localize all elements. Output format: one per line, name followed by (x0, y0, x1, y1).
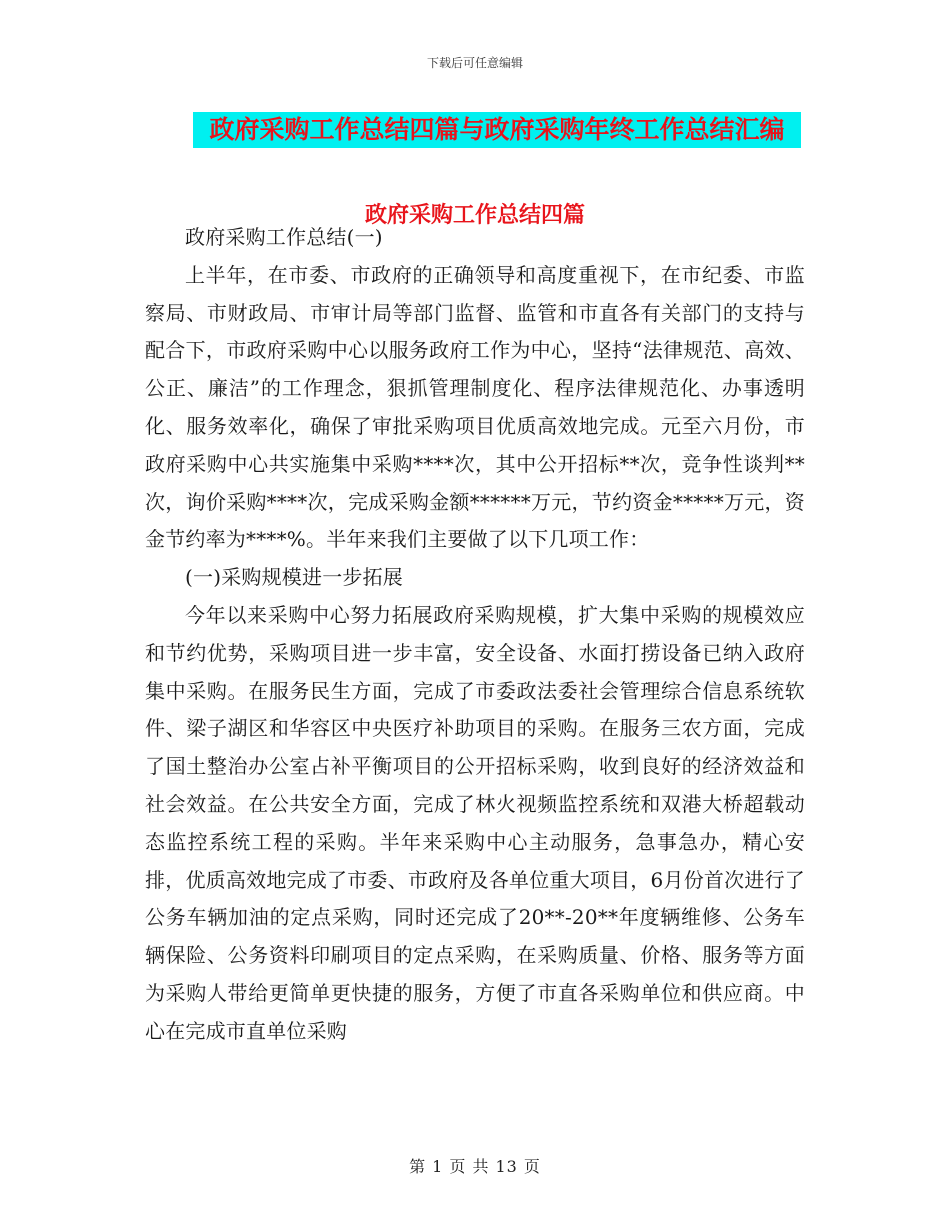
current-page-number: 1 (432, 1157, 444, 1176)
paragraph: 上半年，在市委、市政府的正确领导和高度重视下，在市纪委、市监察局、市财政局、市审计局等部门监督、监管和市直各有关部门的支持与配合下，市政府采购中心以服务政府工作为中心，坚持“法律规范、高效、公正、廉洁”的工作理念，狠抓管理制度化、程序法律规范化、办事透明化、服务效率化，确保了审批采购项目优质高效地完成。元至六月份，市政府采购中心共实施集中采购****次，其中公开招标**次，竞争性谈判**次，询价采购****次，完成采购金额******万元，节约资金*****万元，资金节约率为****%。半年来我们主要做了以下几项工作： (145, 262, 805, 552)
main-title: 政府采购工作总结四篇与政府采购年终工作总结汇编 (193, 112, 801, 148)
header-note: 下载后可任意编辑 (426, 56, 523, 70)
paragraph: 今年以来采购中心努力拓展政府采购规模，扩大集中采购的规模效应和节约优势，采购项目进一步丰富，安全设备、水面打捞设备已纳入政府集中采购。在服务民生方面，完成了市委政法委社会管理综合信息系统软件、梁子湖区和华容区中央医疗补助项目的采购。在服务三农方面，完成了国土整治办公室占补平衡项目的公开招标采购，收到良好的经济效益和社会效益。在公共安全方面，完成了林火视频监控系统和双港大桥超载动态监控系统工程的采购。半年来采购中心主动服务，急事急办，精心安排，优质高效地完成了市委、市政府及各单位重大项目，6月份首次进行了公务车辆加油的定点采购，同时还完成了20**-20**年度辆维修、公务车辆保险、公务资料印刷项目的定点采购，在采购质量、价格、服务等方面为采购人带给更简单更快捷的服务，方便了市直各采购单位和供应商。中心在完成市直单位采购 (145, 602, 805, 1043)
section-heading: (一)采购规模进一步拓展 (185, 565, 404, 590)
footer-prefix: 第 (409, 1157, 427, 1176)
section-heading: 政府采购工作总结(一) (185, 225, 383, 249)
page-footer (0, 1154, 950, 1177)
sub-title: 政府采购工作总结四篇 (364, 202, 585, 228)
document-body (145, 219, 805, 1051)
total-pages-number: 13 (495, 1157, 518, 1176)
footer-suffix: 页 (523, 1157, 541, 1176)
footer-middle: 页 共 (449, 1157, 490, 1176)
